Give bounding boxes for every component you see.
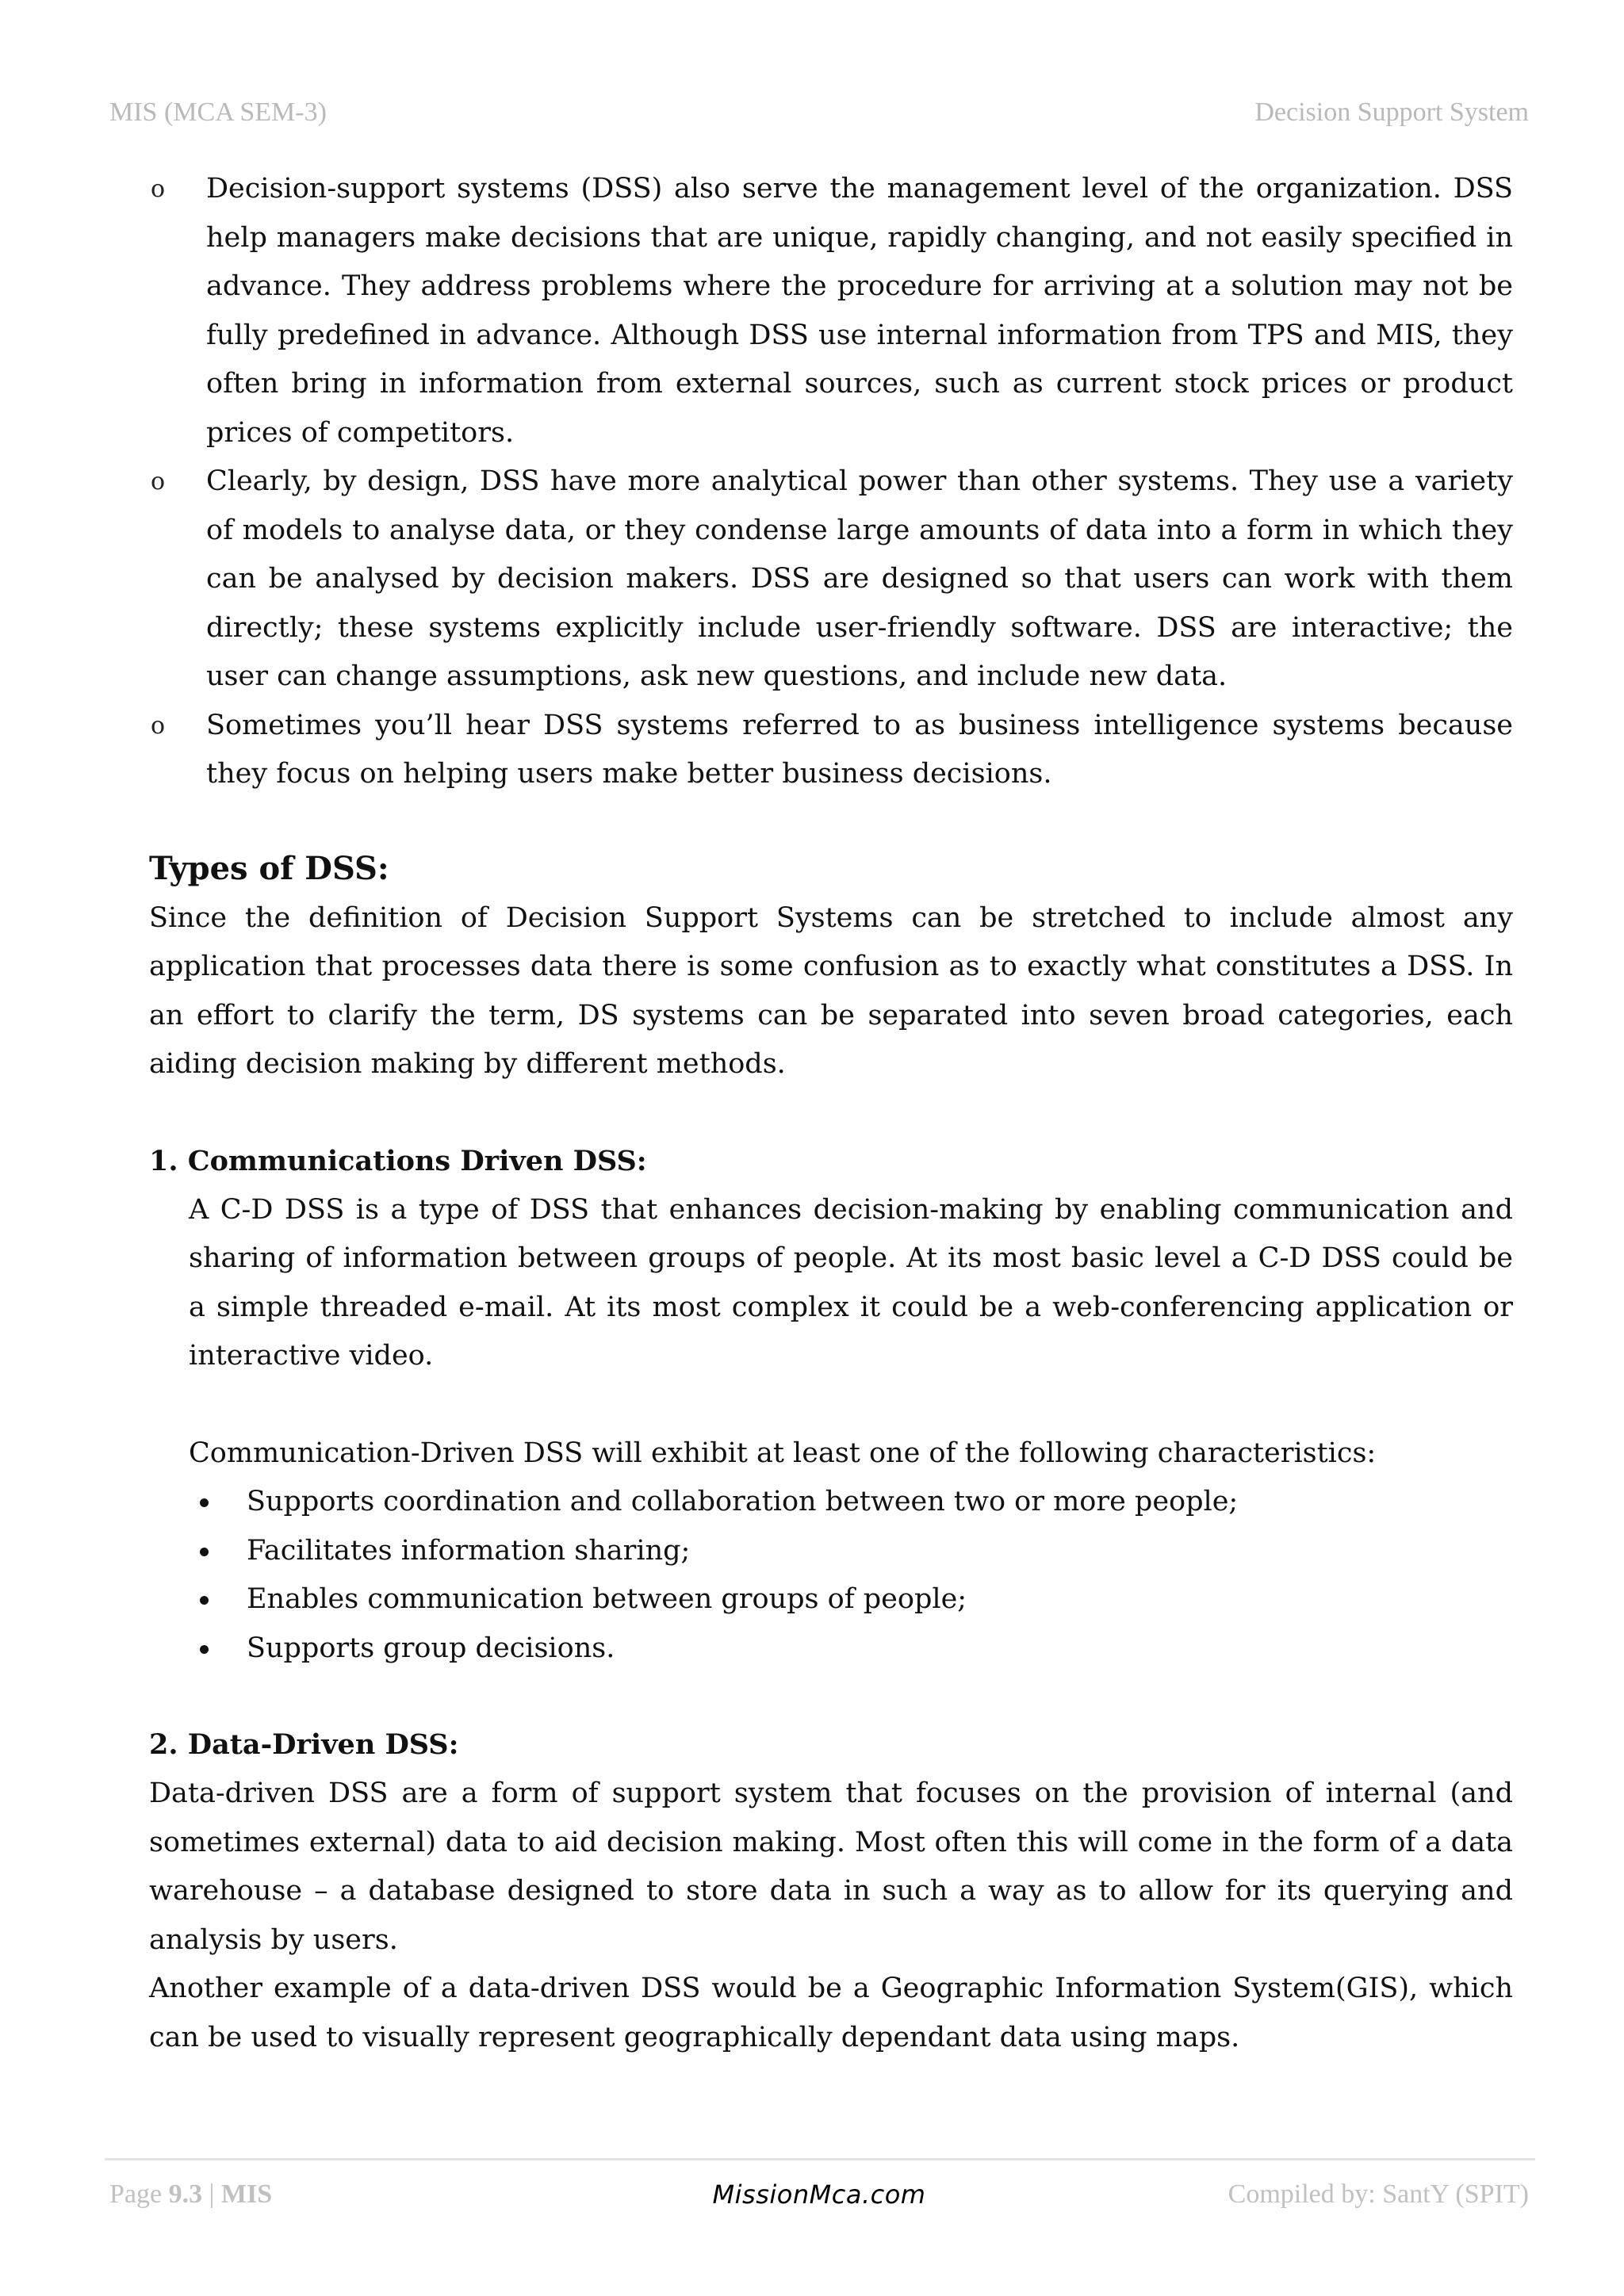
footer-page-label: Page — [109, 2179, 163, 2209]
bullet-dot-icon — [200, 1548, 209, 1556]
site-logo: MissionMca.com — [712, 2179, 926, 2210]
header-chapter: Decision Support System — [1254, 98, 1529, 127]
characteristics-intro: Communication-Driven DSS will exhibit at least one of the following characteristics: — [189, 1437, 1377, 1469]
header-course: MIS (MCA SEM-3) — [109, 98, 327, 127]
bullet-dot-icon — [200, 1645, 209, 1654]
characteristic-text: Supports group decisions. — [247, 1632, 615, 1664]
bullet-text: Decision-support systems (DSS) also serve the management level of the organization. DSS help managers make decisions that are unique, rapidly changing, and not easily specified in advance. They address problems where the procedure for arriving at a solution may not be fully predefined in advance. Although DSS use internal information from TPS and MIS, they often bring in information from external sources, such as current stock prices or product prices of competitors. — [206, 173, 1513, 449]
footer-credit: Compiled by: SantY (SPIT) — [1228, 2179, 1529, 2209]
list-item — [197, 1527, 1513, 1576]
footer-page-info — [109, 2179, 272, 2210]
page-header — [109, 94, 1529, 132]
communications-driven-paragraph: A C-D DSS is a type of DSS that enhances decision-making by enabling communication and sharing of information between groups of people. At its most basic level a C-D DSS could be a simple threaded e-mail. At its most complex it could be a web-conferencing application or interactive video. — [189, 1193, 1513, 1372]
footer-page-number: 9.3 — [168, 2179, 203, 2209]
footer-divider — [105, 2158, 1535, 2160]
bullet-dot-icon — [200, 1498, 209, 1507]
hollow-bullet-icon: o — [151, 468, 166, 496]
bullet-dot-icon — [200, 1596, 209, 1605]
hollow-bullet-icon: o — [151, 175, 166, 203]
subsection-title-communications-driven: 1. Communications Driven DSS: — [149, 1144, 647, 1177]
footer-separator: | — [209, 2179, 215, 2209]
bullet-text: Clearly, by design, DSS have more analytical power than other systems. They use a variety of models to analyse data, or they condense large amounts of data into a form in which they can be analysed by decision makers. DSS are designed so that users can work with them directly; these systems explicitly include user-friendly software. DSS are interactive; the user can change assumptions, ask new questions, and include new data. — [206, 465, 1513, 692]
footer-subject: MIS — [220, 2179, 273, 2209]
list-item — [149, 702, 1513, 799]
list-item — [149, 165, 1513, 457]
characteristic-text: Enables communication between groups of people; — [247, 1583, 967, 1615]
subsection-title-data-driven: 2. Data-Driven DSS: — [149, 1728, 459, 1761]
characteristic-text: Supports coordination and collaboration between two or more people; — [247, 1486, 1239, 1517]
bullet-text: Sometimes you’ll hear DSS systems referred to as business intelligence systems because they focus on helping users make better business decisions. — [206, 709, 1513, 790]
types-intro-paragraph: Since the definition of Decision Support Systems can be stretched to include almost any application that processes data there is some confusion as to exactly what constitutes a DSS. In an effort to clarify the term, DS systems can be separated into seven broad categories, each aiding decision making by different methods. — [149, 901, 1513, 1080]
characteristics-list — [149, 1478, 1513, 1673]
list-item — [197, 1575, 1513, 1624]
list-item — [149, 457, 1513, 702]
list-item — [197, 1478, 1513, 1527]
section-title-types-of-dss: Types of DSS: — [149, 849, 389, 887]
intro-bullet-list — [149, 165, 1513, 799]
data-driven-paragraph-2: Another example of a data-driven DSS would be a Geographic Information System(GIS), which can be used to visually represent geographically dependant data using maps. — [149, 1973, 1513, 2053]
hollow-bullet-icon: o — [151, 711, 166, 740]
list-item — [197, 1624, 1513, 1674]
page-footer — [109, 2174, 1529, 2215]
document-body — [149, 165, 1513, 2062]
paragraph-spacer — [149, 1381, 1513, 1429]
data-driven-paragraph-1: Data-driven DSS are a form of support system that focuses on the provision of internal (and sometimes external) data to aid decision making. Most often this will come in the form of a data warehouse – a database designed to store data in such a way as to allow for its querying and analysis by users. — [149, 1777, 1513, 1956]
characteristic-text: Facilitates information sharing; — [247, 1534, 691, 1567]
